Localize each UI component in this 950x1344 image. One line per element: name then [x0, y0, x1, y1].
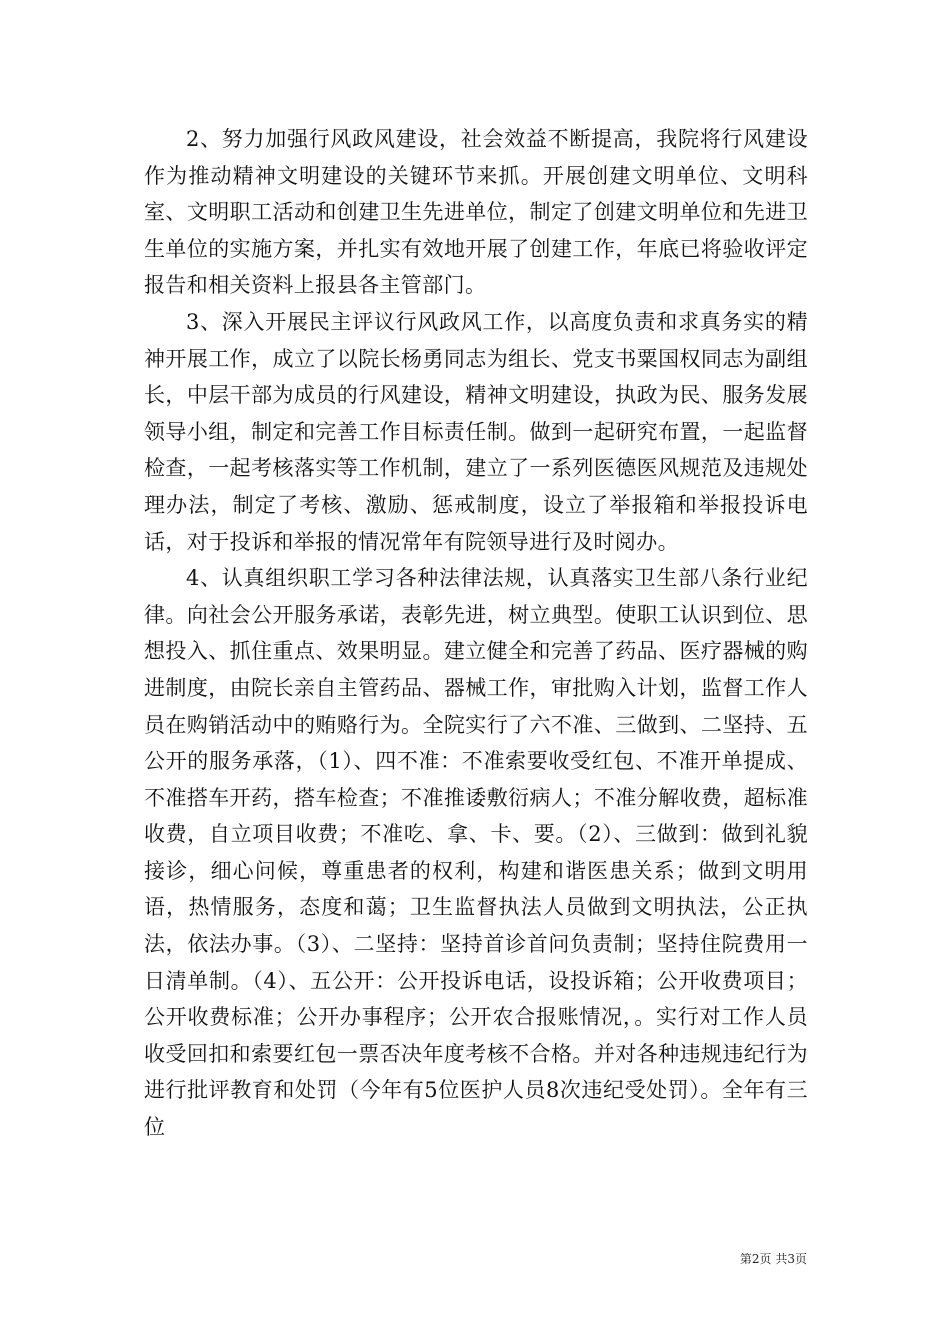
paragraph-4: 4、认真组织职工学习各种法律法规，认真落实卫生部八条行业纪律。向社会公开服务承诺，表彰先进，树立典型。使职工认识到位、思想投入、抓住重点、效果明显。建立健全和完善了药品、医疗器械的购进制度，由院长亲自主管药品、器械工作，审批购入计划，监督工作人员在购销活动中的贿赂行为。全院实行了六不准、三做到、二坚持、五公开的服务承落，（1）、四不准：不准索要收受红包、不准开单提成、不准搭车开药，搭车检查；不准推诿敷衍病人；不准分解收费，超标准收费，自立项目收费；不准吃、拿、卡、要。（2）、三做到：做到礼貌接诊，细心问候，尊重患者的权利，构建和谐医患关系；做到文明用语，热情服务，态度和蔼；卫生监督执法人员做到文明执法，公正执法，依法办事。（3）、二坚持：坚持首诊首问负责制；坚持住院费用一日清单制。（4）、五公开：公开投诉电话，设投诉箱；公开收费项目；公开收费标准；公开办事程序；公开农合报账情况，。实行对工作人员收受回扣和索要红包一票否决年度考核不合格。并对各种违规违纪行为进行批评教育和处罚（今年有5位医护人员8次违纪受处罚）。全年有三位	[144, 566, 808, 1140]
body-text	[144, 121, 808, 1146]
paragraph-3: 3、深入开展民主评议行风政风工作，以高度负责和求真务实的精神开展工作，成立了以院长杨勇同志为组长、党支书粟国权同志为副组长，中层干部为成员的行风建设，精神文明建设，执政为民、服务发展领导小组，制定和完善工作目标责任制。做到一起研究布置，一起监督检查，一起考核落实等工作机制，建立了一系列医德医风规范及违规处理办法，制定了考核、激励、惩戒制度，设立了举报箱和举报投诉电话，对于投诉和举报的情况常年有院领导进行及时阅办。	[144, 309, 808, 554]
paragraph-2: 2、努力加强行风政风建设，社会效益不断提高，我院将行风建设作为推动精神文明建设的关键环节来抓。开展创建文明单位、文明科室、文明职工活动和创建卫生先进单位，制定了创建文明单位和先进卫生单位的实施方案，并扎实有效地开展了创建工作，年底已将验收评定报告和相关资料上报县各主管部门。	[144, 127, 808, 298]
page-number-footer: 第2页 共3页	[739, 1252, 807, 1266]
